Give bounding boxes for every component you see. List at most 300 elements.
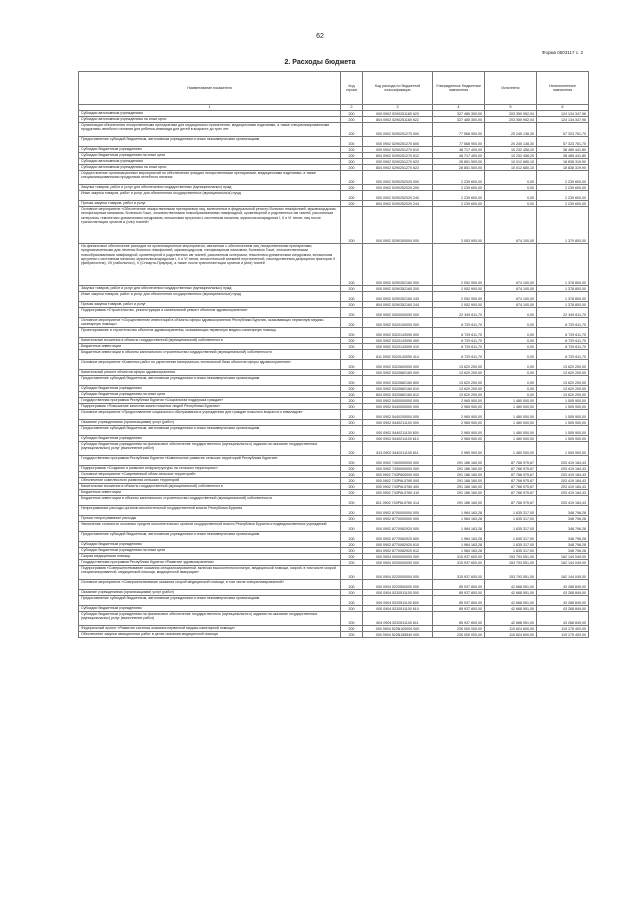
row-kbk: 000 0902 8770082920 600: [363, 532, 433, 542]
row-plan: 13 620 200,00: [433, 360, 485, 370]
row-code: 200: [341, 560, 363, 566]
table-row: [79, 123, 589, 137]
row-rest: 22 349 611,70: [537, 308, 589, 318]
row-kbk: 811 0902 743Р6L5760 414: [363, 496, 433, 506]
row-rest: 348 796,28: [537, 532, 589, 542]
row-kbk: 804 0902 5290251180 622: [363, 117, 433, 123]
row-plan: 230 000 000,00: [433, 626, 485, 632]
row-rest: 1 505 900,00: [537, 442, 589, 456]
row-done: 1 635 317,00: [485, 548, 537, 554]
row-name: Иные закупки товаров, работ и услуг для обеспечения государственных (муниципальных) нужд: [79, 292, 341, 302]
page-title: 2. Расходы бюджета: [284, 59, 356, 66]
row-kbk: 804 0902 5290251270 622: [363, 165, 433, 171]
row-done: 674 100,00: [485, 207, 537, 244]
row-done: 203 350 952,04: [485, 111, 537, 117]
row-done: 1 480 000,00: [485, 442, 537, 456]
row-code: 200: [341, 522, 363, 532]
row-done: 10 232 458,20: [485, 147, 537, 153]
row-name: Капитальные вложения в объекты государственной (муниципальной) собственности: [79, 484, 341, 490]
row-code: 200: [341, 566, 363, 580]
row-done: 1 480 000,00: [485, 436, 537, 442]
row-code: 200: [341, 506, 363, 516]
row-done: 0,00: [485, 308, 537, 318]
row-kbk: 000 0902 5300000000 000: [363, 308, 433, 318]
row-name: Закупка товаров, работ и услуг для обеспечения государственных (муниципальных) нужд: [79, 185, 341, 191]
row-code: 200: [341, 338, 363, 344]
row-rest: 348 796,28: [537, 522, 589, 532]
row-kbk: 000 0902 5320600000 000: [363, 360, 433, 370]
row-rest: 2 239 600,00: [537, 171, 589, 185]
row-rest: 1 505 900,00: [537, 420, 589, 426]
row-code: 200: [341, 472, 363, 478]
row-kbk: 000 0902 5290252020 240: [363, 191, 433, 201]
row-rest: 13 620 200,00: [537, 386, 589, 392]
row-code: 200: [341, 344, 363, 350]
header-done: Исполнено: [485, 72, 537, 105]
row-name: Бюджетные инвестиции: [79, 490, 341, 496]
row-plan: 85 937 800,00: [433, 606, 485, 612]
row-code: 200: [341, 302, 363, 308]
row-code: 200: [341, 392, 363, 398]
row-kbk: 000 0902 5440211100 000: [363, 420, 433, 426]
row-plan: 2 965 900,00: [433, 410, 485, 420]
row-done: 87 766 975,67: [485, 484, 537, 490]
row-code: 200: [341, 612, 363, 626]
row-name: Предоставление субсидий бюджетным, автономным учреждениям и иным некоммерческим организациям: [79, 426, 341, 436]
table-row: [79, 171, 589, 185]
row-done: 1 480 000,00: [485, 420, 537, 426]
table-row: [79, 596, 589, 606]
row-done: 1 480 000,00: [485, 426, 537, 436]
row-rest: 57 323 761,70: [537, 123, 589, 137]
row-plan: 291 186 160,00: [433, 472, 485, 478]
column-number: 1: [79, 105, 341, 111]
row-code: 200: [341, 426, 363, 436]
row-name: Бюджетные инвестиции в объекты капитального строительства государственной (муниципальной) собственности: [79, 350, 341, 360]
row-kbk: 000 0902 8700000000 000: [363, 506, 433, 516]
row-code: 200: [341, 496, 363, 506]
row-name: Бюджетные инвестиции в объекты капитального строительства государственной (муниципальной) собственности: [79, 496, 341, 506]
row-name: Основное мероприятие «Обеспечение лекарственными препаратами лиц, включенных в федеральный регистр больных гемофилией, муковисцидозом, гипофизарным нанизмом, болезнью Гоше, злокачественными новообразованиями лимфоидной, кроветворной и родственных им тканей, рассеянным склерозом, гемолитико-уремическим синдромом, юношеским артритом с системным началом, мукополисахаридозом I, II и VI типов, лиц после трансплантации органов и (или) тканей»: [79, 207, 341, 244]
row-name: Субсидии автономным учреждениям: [79, 159, 341, 165]
row-plan: 48 717 400,00: [433, 147, 485, 153]
row-name: Субсидии бюджетным учреждениям: [79, 542, 341, 548]
row-rest: 162 144 049,00: [537, 554, 589, 560]
row-plan: 85 937 800,00: [433, 612, 485, 626]
row-name: Прочая закупка товаров, работ и услуг: [79, 302, 341, 308]
column-number: 3: [363, 105, 433, 111]
row-name: Оказание учреждениями (организациями) услуг (работ): [79, 420, 341, 426]
row-done: 0,00: [485, 185, 537, 191]
row-kbk: 000 0902 5440211100 600: [363, 426, 433, 436]
row-kbk: 000 0902 743Р6L5760 410: [363, 490, 433, 496]
row-name: Федеральный проект «Развитие системы оказания первичной медико-санитарной помощи»: [79, 626, 341, 632]
row-rest: 203 419 184,43: [537, 466, 589, 472]
row-code: 200: [341, 548, 363, 554]
row-plan: 8 729 611,70: [433, 328, 485, 338]
row-kbk: 000 0902 5290252020 200: [363, 185, 433, 191]
row-plan: 13 620 200,00: [433, 376, 485, 386]
row-done: 0,00: [485, 191, 537, 201]
row-done: 153 793 551,00: [485, 566, 537, 580]
row-rest: 1 505 900,00: [537, 398, 589, 404]
row-code: 200: [341, 386, 363, 392]
row-rest: 348 796,28: [537, 542, 589, 548]
row-done: 87 766 975,67: [485, 478, 537, 484]
row-code: 200: [341, 171, 363, 185]
header-kbk: Код расхода по бюджетной классификации: [363, 72, 433, 105]
row-code: 200: [341, 456, 363, 466]
row-done: 42 668 951,00: [485, 590, 537, 596]
row-done: 0,00: [485, 328, 537, 338]
row-plan: 2 239 600,00: [433, 201, 485, 207]
row-code: 200: [341, 123, 363, 137]
row-kbk: 000 0902 5440200000 000: [363, 410, 433, 420]
row-rest: 13 620 200,00: [537, 376, 589, 386]
row-done: 110 824 600,00: [485, 626, 537, 632]
row-rest: 124 134 347,96: [537, 111, 589, 117]
row-rest: 43 268 849,00: [537, 580, 589, 590]
row-rest: 18 838 319,90: [537, 165, 589, 171]
row-rest: 8 729 611,70: [537, 338, 589, 344]
row-rest: 43 268 849,00: [537, 606, 589, 612]
row-kbk: 000 0902 5320682160 000: [363, 370, 433, 376]
row-done: 0,00: [485, 350, 537, 360]
table-row: [79, 496, 589, 506]
table-row: [79, 137, 589, 147]
row-code: 200: [341, 606, 363, 612]
row-done: 1 635 317,00: [485, 522, 537, 532]
table-row: [79, 360, 589, 370]
row-kbk: 000 0902 5290352160 240: [363, 292, 433, 302]
row-kbk: 000 0904 5220511100 600: [363, 596, 433, 606]
row-kbk: 000 0902 5320143090 000: [363, 328, 433, 338]
row-rest: 2 239 600,00: [537, 201, 589, 207]
row-code: 200: [341, 626, 363, 632]
table-row: [79, 442, 589, 456]
row-done: 0,00: [485, 360, 537, 370]
row-code: 200: [341, 466, 363, 472]
row-code: 200: [341, 410, 363, 420]
row-code: 200: [341, 490, 363, 496]
row-rest: 57 323 761,70: [537, 137, 589, 147]
row-kbk: 000 0902 5320682160 600: [363, 376, 433, 386]
row-rest: 162 144 049,00: [537, 560, 589, 566]
row-name: Подпрограмма «Совершенствование оказания специализированной, включая высокотехнологичную, медицинской помощи, скорой, в том числе скорой специализированной, медицинской помощи, медицинской эвакуации»: [79, 566, 341, 580]
row-plan: 291 186 160,00: [433, 478, 485, 484]
row-plan: 1 984 163,28: [433, 522, 485, 532]
column-number: 2: [341, 105, 363, 111]
row-code: 200: [341, 632, 363, 638]
row-rest: 203 419 184,43: [537, 472, 589, 478]
row-name: Подпрограмма «Строительство, реконструкция и капитальный ремонт объектов здравоохранения»: [79, 308, 341, 318]
row-code: 200: [341, 185, 363, 191]
row-plan: 8 729 611,70: [433, 344, 485, 350]
row-code: 200: [341, 420, 363, 426]
row-plan: 2 965 900,00: [433, 420, 485, 426]
row-plan: 1 984 163,28: [433, 542, 485, 548]
row-rest: 203 419 184,43: [537, 490, 589, 496]
row-code: 200: [341, 478, 363, 484]
row-done: 20 245 138,30: [485, 137, 537, 147]
row-code: 200: [341, 398, 363, 404]
row-name: Организация обеспечения лекарственными препаратами для медицинского применения, медицинскими изделиями, а также специализированными продуктами лечебного питания для ребенка-инвалида для детей в возрасте до трех лет: [79, 123, 341, 137]
row-plan: 2 965 900,00: [433, 398, 485, 404]
header-name: Наименование показателя: [79, 72, 341, 105]
row-kbk: 000 0902 743Р6L5760 400: [363, 484, 433, 490]
row-code: 200: [341, 165, 363, 171]
row-code: 200: [341, 117, 363, 123]
table-row: [79, 532, 589, 542]
row-rest: 1 505 900,00: [537, 426, 589, 436]
row-rest: 13 620 200,00: [537, 392, 589, 398]
row-plan: 2 052 900,00: [433, 286, 485, 292]
row-name: Государственная программа Республики Бурятия «Комплексное развитие сельских территорий Республики Бурятия»: [79, 456, 341, 466]
header-row: [79, 72, 589, 105]
row-done: 42 668 951,00: [485, 612, 537, 626]
row-done: 87 766 975,67: [485, 466, 537, 472]
row-done: 153 793 551,00: [485, 560, 537, 566]
row-plan: 3 053 900,00: [433, 207, 485, 244]
row-name: Основное мероприятие «Предоставление социального обслуживания в учреждениях для граждан пожилого возраста и инвалидов»: [79, 410, 341, 420]
row-name: Увеличение стоимости основных средств исполнительных органов государственной власти Республики Бурятия и подведомственных учреждений: [79, 522, 341, 532]
row-done: 87 766 975,67: [485, 456, 537, 466]
column-number: 5: [485, 105, 537, 111]
row-done: 110 824 600,00: [485, 632, 537, 638]
row-code: 200: [341, 137, 363, 147]
header-plan: Утвержденные бюджетные назначения: [433, 72, 485, 105]
row-kbk: 000 0902 743Р600000 000: [363, 472, 433, 478]
table-row: [79, 522, 589, 532]
row-name: Субсидии бюджетным учреждениям на иные цели: [79, 548, 341, 554]
row-name: Основное мероприятие «Комплекс работ по укреплению материально-технической базы объектов сферы здравоохранения»: [79, 360, 341, 370]
row-name: Подпрограмма «Создание и развитие инфраструктуры на сельских территориях»: [79, 466, 341, 472]
table-row: [79, 566, 589, 580]
row-rest: 203 419 184,43: [537, 484, 589, 490]
row-rest: 1 505 900,00: [537, 404, 589, 410]
row-code: 200: [341, 404, 363, 410]
row-plan: 8 729 611,70: [433, 350, 485, 360]
row-plan: 291 186 160,00: [433, 484, 485, 490]
row-done: 1 480 000,00: [485, 404, 537, 410]
table-row: [79, 376, 589, 386]
row-name: Предоставление субсидий бюджетным, автономным учреждениям и иным некоммерческим организациям: [79, 596, 341, 606]
row-code: 200: [341, 442, 363, 456]
row-code: 200: [341, 516, 363, 522]
row-code: 200: [341, 244, 363, 286]
column-number: 6: [537, 105, 589, 111]
row-rest: 38 485 441,80: [537, 147, 589, 153]
row-code: 200: [341, 436, 363, 442]
row-name: Субсидии бюджетным учреждениям на финансовое обеспечение государственного (муниципального) задания на оказание государственных (муниципальных) услуг (выполнение работ): [79, 442, 341, 456]
expenses-table: [78, 71, 589, 638]
row-kbk: 804 0902 5290251270 612: [363, 153, 433, 159]
row-rest: 13 620 200,00: [537, 370, 589, 376]
row-kbk: 000 0904 5220000000 000: [363, 566, 433, 580]
row-kbk: 000 0902 5320143090 400: [363, 338, 433, 344]
column-number: 4: [433, 105, 485, 111]
row-rest: 38 485 441,80: [537, 153, 589, 159]
row-rest: 1 505 900,00: [537, 436, 589, 442]
row-done: 0,00: [485, 318, 537, 328]
form-label: Форма 0503117 с. 2: [542, 50, 583, 55]
row-code: 200: [341, 350, 363, 360]
row-kbk: 000 0904 522N155540 000: [363, 632, 433, 638]
row-plan: 2 965 900,00: [433, 436, 485, 442]
row-kbk: 000 0904 0000000000 000: [363, 554, 433, 560]
row-plan: 2 052 900,00: [433, 302, 485, 308]
row-name: Основное мероприятие «Осуществление инвестиций в объекты сферы здравоохранения Республики Бурятия, оказывающих первичную медико-санитарную помощь»: [79, 318, 341, 328]
row-kbk: 000 0902 5290251270 620: [363, 159, 433, 165]
row-plan: 2 239 600,00: [433, 171, 485, 185]
row-rest: 18 838 319,90: [537, 159, 589, 165]
row-done: 0,00: [485, 376, 537, 386]
row-done: 87 766 975,67: [485, 496, 537, 506]
row-name: Прочие непрограммные расходы: [79, 516, 341, 522]
row-plan: 315 937 600,00: [433, 566, 485, 580]
row-kbk: 000 0904 5200000000 000: [363, 560, 433, 566]
row-name: Проектирование и строительство объектов здравоохранения, оказывающих первичную медико-санитарную помощь: [79, 328, 341, 338]
row-plan: 28 851 500,00: [433, 165, 485, 171]
row-rest: 1 378 800,00: [537, 286, 589, 292]
row-name: Субсидии автономным учреждениям на иные цели: [79, 117, 341, 123]
row-kbk: 804 0904 5220511100 611: [363, 612, 433, 626]
row-rest: 119 175 400,00: [537, 632, 589, 638]
row-name: Обеспечение комплексного развития сельских территорий: [79, 478, 341, 484]
row-code: 200: [341, 308, 363, 318]
row-rest: 8 729 611,70: [537, 318, 589, 328]
row-code: 200: [341, 596, 363, 606]
row-rest: 43 268 849,00: [537, 590, 589, 596]
row-done: 0,00: [485, 392, 537, 398]
row-plan: 230 000 000,00: [433, 632, 485, 638]
row-kbk: 000 0902 7400000000 000: [363, 456, 433, 466]
table-row: [79, 308, 589, 318]
row-name: Государственная программа Республики Бурятия «Развитие здравоохранения»: [79, 560, 341, 566]
row-rest: 124 134 347,96: [537, 117, 589, 123]
row-kbk: 000 0904 5220511100 610: [363, 606, 433, 612]
table-row: [79, 244, 589, 286]
row-done: 0,00: [485, 344, 537, 350]
row-plan: 2 052 900,00: [433, 292, 485, 302]
row-done: 203 350 952,04: [485, 117, 537, 123]
row-done: 0,00: [485, 386, 537, 392]
row-plan: 8 729 611,70: [433, 318, 485, 328]
row-done: 0,00: [485, 201, 537, 207]
table-row: [79, 410, 589, 420]
row-plan: 291 186 160,00: [433, 490, 485, 496]
row-name: Субсидии автономным учреждениям на иные цели: [79, 165, 341, 171]
table-row: [79, 328, 589, 338]
table-body: [79, 111, 589, 638]
row-kbk: 000 0902 8770082920 000: [363, 522, 433, 532]
table-row: [79, 350, 589, 360]
row-done: 1 635 317,00: [485, 506, 537, 516]
table-row: [79, 207, 589, 244]
row-rest: 119 175 400,00: [537, 626, 589, 632]
row-plan: 327 485 300,00: [433, 111, 485, 117]
row-kbk: 000 0902 5290251270 600: [363, 137, 433, 147]
table-row: [79, 612, 589, 626]
row-name: Непрограммные расходы органов исполнительной государственной власти Республики Бурятия: [79, 506, 341, 516]
row-code: 200: [341, 159, 363, 165]
row-done: 1 635 317,00: [485, 532, 537, 542]
row-plan: 327 485 300,00: [433, 117, 485, 123]
table-row: [79, 292, 589, 302]
row-plan: 77 568 900,00: [433, 137, 485, 147]
row-plan: 1 984 163,28: [433, 532, 485, 542]
row-kbk: 811 0902 5320143090 414: [363, 350, 433, 360]
row-name: Субсидии бюджетным учреждениям на иные цели: [79, 153, 341, 159]
row-code: 200: [341, 201, 363, 207]
row-code: 200: [341, 484, 363, 490]
row-plan: 2 239 600,00: [433, 191, 485, 201]
row-plan: 22 349 611,70: [433, 308, 485, 318]
table-row: [79, 426, 589, 436]
row-name: Государственная программа Республики Бурятия «Социальная поддержка граждан»: [79, 398, 341, 404]
row-done: 1 480 000,00: [485, 410, 537, 420]
row-kbk: 000 0902 8770082920 610: [363, 542, 433, 548]
row-code: 200: [341, 318, 363, 328]
row-kbk: 000 0902 5290251180 620: [363, 111, 433, 117]
row-plan: 315 937 600,00: [433, 554, 485, 560]
row-rest: 43 268 849,00: [537, 612, 589, 626]
row-code: 200: [341, 532, 363, 542]
row-kbk: 000 0902 5290251270 000: [363, 123, 433, 137]
page-number: 62: [316, 33, 324, 40]
row-code: 200: [341, 542, 363, 548]
row-plan: 2 965 900,00: [433, 404, 485, 410]
row-done: 10 012 680,10: [485, 165, 537, 171]
row-done: 20 245 138,30: [485, 123, 537, 137]
row-rest: 348 796,28: [537, 506, 589, 516]
row-name: Прочая закупка товаров, работ и услуг: [79, 201, 341, 207]
row-name: Субсидии бюджетным учреждениям: [79, 436, 341, 442]
row-kbk: 000 0902 5320682160 610: [363, 386, 433, 392]
row-rest: 8 729 611,70: [537, 350, 589, 360]
row-rest: 203 419 184,43: [537, 496, 589, 506]
row-done: 1 480 000,00: [485, 398, 537, 404]
table-row: [79, 506, 589, 516]
row-rest: 162 144 049,00: [537, 566, 589, 580]
row-name: Основное мероприятие «Современный облик сельских территорий»: [79, 472, 341, 478]
row-code: 200: [341, 580, 363, 590]
row-done: 42 668 951,00: [485, 580, 537, 590]
row-done: 674 100,00: [485, 286, 537, 292]
row-code: 200: [341, 292, 363, 302]
row-plan: 28 851 500,00: [433, 159, 485, 165]
row-done: 1 635 317,00: [485, 542, 537, 548]
row-code: 200: [341, 153, 363, 159]
header-rest: Неисполненные назначения: [537, 72, 589, 105]
row-rest: 1 378 800,00: [537, 244, 589, 286]
row-kbk: 000 0902 5290352160 200: [363, 286, 433, 292]
row-kbk: 804 0902 5290252020 244: [363, 201, 433, 207]
row-kbk: 000 0902 5290252020 000: [363, 171, 433, 185]
row-kbk: 000 0902 5440000000 000: [363, 404, 433, 410]
row-code: 200: [341, 360, 363, 370]
row-rest: 203 419 184,43: [537, 456, 589, 466]
row-rest: 8 729 611,70: [537, 344, 589, 350]
row-rest: 1 505 900,00: [537, 410, 589, 420]
row-done: 674 100,00: [485, 244, 537, 286]
row-rest: 2 239 600,00: [537, 191, 589, 201]
row-kbk: 000 0902 7430000000 000: [363, 466, 433, 472]
row-code: 200: [341, 207, 363, 244]
row-kbk: 000 0902 5320143090 410: [363, 344, 433, 350]
row-rest: 348 796,28: [537, 548, 589, 554]
row-name: Бюджетные инвестиции: [79, 344, 341, 350]
